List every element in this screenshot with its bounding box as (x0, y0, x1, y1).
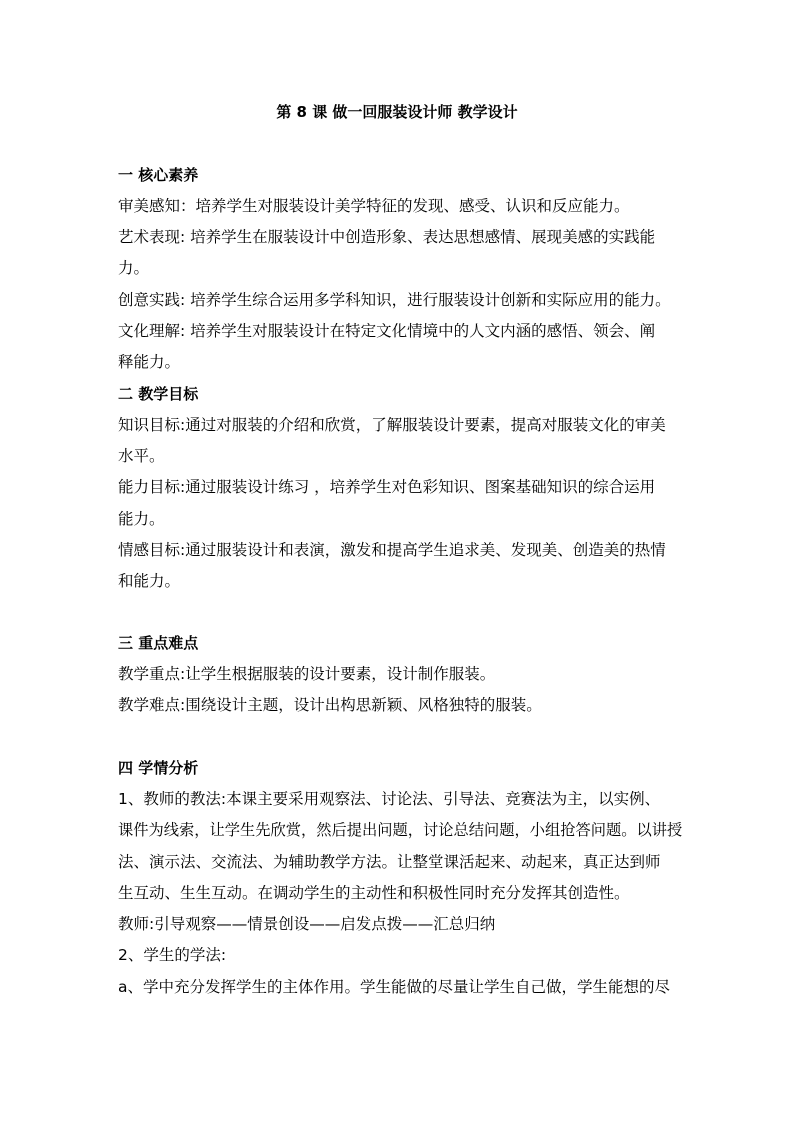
paragraph-line: 教学重点:让学生根据服装的设计要素，设计制作服装。 (118, 665, 496, 683)
paragraph-line: 生互动、生生互动。在调动学生的主动性和积极性同时充分发挥其创造性。 (118, 884, 630, 902)
document-title: 第 8 课 做一回服装设计师 教学设计 (276, 103, 518, 121)
paragraph-line: 能力目标:通过服装设计练习 ，培养学生对色彩知识、图案基础知识的综合运用 (118, 478, 656, 496)
section-heading-teaching-goals: 二 教学目标 (118, 385, 199, 403)
section-heading-learning-analysis: 四 学情分析 (118, 759, 199, 777)
paragraph-line: 能力。 (118, 510, 165, 528)
paragraph-line: 力。 (118, 259, 150, 277)
paragraph-line: 教师:引导观察——情景创设——启发点拨——汇总归纳 (118, 915, 496, 933)
paragraph-line: a、学中充分发挥学生的主体作用。学生能做的尽量让学生自己做，学生能想的尽 (118, 978, 671, 996)
paragraph-line: 和能力。 (118, 572, 181, 590)
paragraph-line: 2、学生的学法: (118, 946, 227, 964)
paragraph-line: 审美感知：培养学生对服装设计美学特征的发现、感受、认识和反应能力。 (118, 197, 630, 215)
section-heading-key-points: 三 重点难点 (118, 634, 199, 652)
paragraph-line: 艺术表现: 培养学生在服装设计中创造形象、表达思想感情、展现美感的实践能 (118, 228, 656, 246)
paragraph-line: 创意实践: 培养学生综合运用多学科知识，进行服装设计创新和实际应用的能力。 (118, 291, 671, 309)
paragraph-line: 释能力。 (118, 353, 181, 371)
paragraph-line: 知识目标:通过对服装的介绍和欣赏，了解服装设计要素，提高对服装文化的审美 (118, 416, 666, 434)
section-heading-core-literacy: 一 核心素养 (118, 166, 199, 184)
paragraph-line: 法、演示法、交流法、为辅助教学方法。让整堂课活起来、动起来，真正达到师 (118, 853, 661, 871)
paragraph-line: 课件为线索，让学生先欣赏，然后提出问题，讨论总结问题，小组抢答问题。以讲授 (118, 821, 683, 839)
paragraph-line: 情感目标:通过服装设计和表演，激发和提高学生追求美、发现美、创造美的热情 (118, 541, 666, 559)
paragraph-line: 水平。 (118, 447, 165, 465)
paragraph-line: 1、教师的教法:本课主要采用观察法、讨论法、引导法、竞赛法为主，以实例、 (118, 790, 661, 808)
paragraph-line: 文化理解: 培养学生对服装设计在特定文化情境中的人文内涵的感悟、领会、阐 (118, 322, 656, 340)
paragraph-line: 教学难点:围绕设计主题，设计出构思新颖、风格独特的服装。 (118, 696, 542, 714)
